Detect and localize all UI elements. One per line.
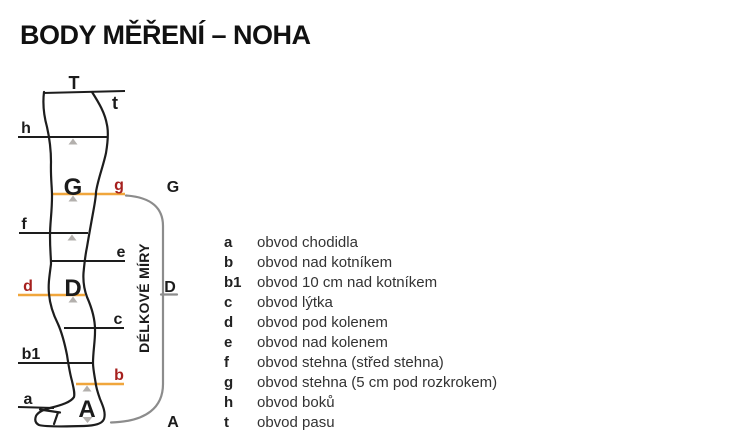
label-A-big: A <box>78 396 96 423</box>
label-g: g <box>114 177 124 194</box>
legend-desc: obvod nad kotníkem <box>257 254 393 271</box>
legend-key: g <box>224 374 234 391</box>
leg-measurement-diagram <box>0 65 200 441</box>
label-T: T <box>68 73 80 93</box>
legend <box>224 233 544 433</box>
legend-desc: obvod boků <box>257 394 335 411</box>
marker-triangle-b <box>83 386 92 392</box>
legend-item-g <box>224 373 544 393</box>
bracket-label-G: G <box>166 179 180 196</box>
legend-desc: obvod pasu <box>257 414 335 431</box>
label-t: t <box>112 93 118 113</box>
label-f: f <box>21 216 27 233</box>
label-d: d <box>23 278 33 295</box>
label-h: h <box>21 120 31 137</box>
bracket-label-D: D <box>164 279 176 296</box>
legend-item-b1 <box>224 273 544 293</box>
legend-key: b1 <box>224 274 242 291</box>
label-b: b <box>114 367 124 384</box>
legend-key: d <box>224 314 234 331</box>
legend-desc: obvod stehna (5 cm pod rozkrokem) <box>257 374 498 391</box>
legend-item-f <box>224 353 544 373</box>
legend-key: b <box>224 254 234 271</box>
label-D-big: D <box>64 275 82 302</box>
legend-key: t <box>224 414 229 431</box>
label-c: c <box>113 311 123 328</box>
legend-key: a <box>224 234 233 251</box>
label-a: a <box>23 391 33 408</box>
legend-desc: obvod pod kolenem <box>257 314 388 331</box>
marker-triangle-h <box>69 139 78 145</box>
marker-triangle-f <box>68 235 77 241</box>
legend-item-c <box>224 293 544 313</box>
legend-item-b <box>224 253 544 273</box>
label-b1: b1 <box>21 346 41 363</box>
legend-item-d <box>224 313 544 333</box>
legend-desc: obvod 10 cm nad kotníkem <box>257 274 438 291</box>
length-measures-axis-label: DÉLKOVÉ MÍRY <box>136 243 152 353</box>
legend-key: e <box>224 334 233 351</box>
bracket-label-A: A <box>167 414 179 431</box>
legend-desc: obvod stehna (střed stehna) <box>257 354 444 371</box>
legend-key: h <box>224 394 234 411</box>
legend-desc: obvod nad kolenem <box>257 334 388 351</box>
page-title: BODY MĚŘENÍ – NOHA <box>20 20 311 50</box>
legend-desc: obvod lýtka <box>257 294 333 311</box>
label-G-big: G <box>63 174 83 201</box>
toe-cap-side-line <box>54 413 58 425</box>
legend-key: f <box>224 354 229 371</box>
legend-item-a <box>224 233 544 253</box>
legend-desc: obvod chodidla <box>257 234 358 251</box>
legend-item-h <box>224 393 544 413</box>
legend-key: c <box>224 294 233 311</box>
legend-item-t <box>224 413 544 433</box>
legend-item-e <box>224 333 544 353</box>
label-e: e <box>116 244 126 261</box>
